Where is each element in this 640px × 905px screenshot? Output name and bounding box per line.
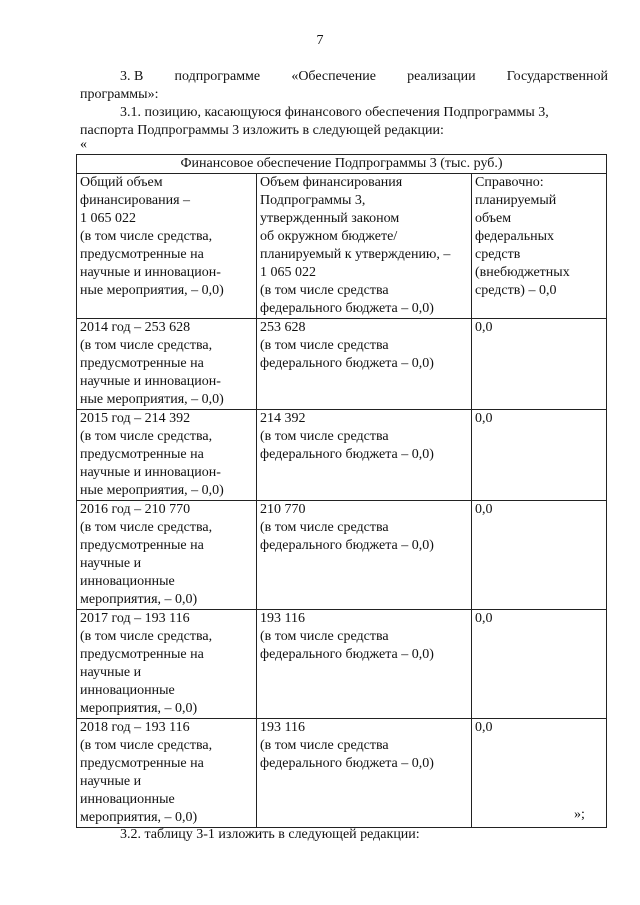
cell-line: научные и инновацион- xyxy=(80,374,221,389)
cell-line: федерального бюджета – 0,0) xyxy=(260,647,434,662)
cell-line: финансирования – xyxy=(80,193,191,208)
cell-line: средств) – 0,0 xyxy=(475,283,557,298)
cell-line: предусмотренные на xyxy=(80,247,204,262)
cell-line: 210 770 xyxy=(260,502,306,517)
cell-line: научные и xyxy=(80,556,142,571)
intro-word: 3. В xyxy=(120,69,144,84)
table-cell-col1 xyxy=(77,719,257,828)
table-cell-col3 xyxy=(472,410,607,501)
table-cell-col2 xyxy=(257,319,472,410)
item-3-1-line2: паспорта Подпрограммы 3 изложить в следующей редакции: xyxy=(80,123,444,138)
intro-word: подпрограмме xyxy=(174,69,261,84)
financing-table-wrapper xyxy=(76,154,606,828)
cell-line: (в том числе средства, xyxy=(80,738,213,753)
page-number: 7 xyxy=(316,33,324,48)
cell-line: объем xyxy=(475,211,512,226)
cell-line: 0,0 xyxy=(475,411,493,426)
table-header-row xyxy=(77,174,607,319)
cell-line: инновационные xyxy=(80,683,175,698)
item-3-1-paragraph xyxy=(80,104,608,140)
financing-table xyxy=(76,154,607,828)
cell-line: научные и инновацион- xyxy=(80,265,221,280)
cell-line: федерального бюджета – 0,0) xyxy=(260,356,434,371)
table-cell-col1 xyxy=(77,319,257,410)
cell-line: мероприятия, – 0,0) xyxy=(80,810,198,825)
cell-line: 2017 год – 193 116 xyxy=(80,611,190,626)
cell-line: ные мероприятия, – 0,0) xyxy=(80,483,224,498)
cell-line: предусмотренные на xyxy=(80,447,204,462)
cell-line: инновационные xyxy=(80,792,175,807)
cell-line: федерального бюджета – 0,0) xyxy=(260,756,434,771)
item-3-words xyxy=(80,68,608,86)
cell-line: 193 116 xyxy=(260,611,305,626)
cell-line: (в том числе средства, xyxy=(80,520,213,535)
cell-line: научные и xyxy=(80,665,142,680)
table-cell-col3 xyxy=(472,610,607,719)
cell-line: Подпрограммы 3, xyxy=(260,193,366,208)
item-3-2-paragraph: 3.2. таблицу 3-1 изложить в следующей редакции: xyxy=(120,827,420,842)
cell-line: предусмотренные на xyxy=(80,538,204,553)
cell-line: Общий объем xyxy=(80,175,163,190)
intro-word: «Обеспечение xyxy=(291,69,376,84)
table-cell-col3 xyxy=(472,319,607,410)
table-cell-col2 xyxy=(257,719,472,828)
table-row xyxy=(77,610,607,719)
cell-line: (в том числе средства xyxy=(260,738,389,753)
quote-open-mark: « xyxy=(80,137,87,152)
cell-line: федерального бюджета – 0,0) xyxy=(260,447,434,462)
cell-line: ные мероприятия, – 0,0) xyxy=(80,392,224,407)
cell-line: (в том числе средства, xyxy=(80,429,213,444)
cell-line: 2014 год – 253 628 xyxy=(80,320,191,335)
header-approved-cell xyxy=(257,174,472,319)
intro-word: реализации xyxy=(407,69,476,84)
cell-line: об окружном бюджете/ xyxy=(260,229,398,244)
cell-line: (в том числе средства xyxy=(260,520,389,535)
cell-line: (в том числе средства, xyxy=(80,629,213,644)
cell-line: мероприятия, – 0,0) xyxy=(80,701,198,716)
cell-line: научные и инновацион- xyxy=(80,465,221,480)
table-row xyxy=(77,410,607,501)
cell-line: 0,0 xyxy=(475,320,493,335)
table-cell-col1 xyxy=(77,610,257,719)
item-3-line1 xyxy=(80,68,608,86)
cell-line: Объем финансирования xyxy=(260,175,403,190)
table-cell-col2 xyxy=(257,501,472,610)
table-cell-col1 xyxy=(77,501,257,610)
header-total-cell xyxy=(77,174,257,319)
table-cell-col3 xyxy=(472,719,607,828)
cell-line: 1 065 022 xyxy=(80,211,136,226)
table-row xyxy=(77,319,607,410)
table-cell-col3 xyxy=(472,501,607,610)
table-cell-col2 xyxy=(257,410,472,501)
quote-close-mark: »; xyxy=(574,807,585,822)
cell-line: федерального бюджета – 0,0) xyxy=(260,538,434,553)
cell-line: 2015 год – 214 392 xyxy=(80,411,191,426)
cell-line: 253 628 xyxy=(260,320,306,335)
cell-line: утвержденный законом xyxy=(260,211,400,226)
cell-line: мероприятия, – 0,0) xyxy=(80,592,198,607)
table-body xyxy=(77,319,607,828)
cell-line: (в том числе средства xyxy=(260,429,389,444)
cell-line: планируемый к утверждению, – xyxy=(260,247,451,262)
cell-line: 2016 год – 210 770 xyxy=(80,502,191,517)
cell-line: Справочно: xyxy=(475,175,544,190)
cell-line: 0,0 xyxy=(475,611,493,626)
cell-line: (в том числе средства, xyxy=(80,229,213,244)
cell-line: федеральных xyxy=(475,229,555,244)
cell-line: (в том числе средства xyxy=(260,338,389,353)
cell-line: (внебюджетных xyxy=(475,265,570,280)
item-3-line2: программы»: xyxy=(80,87,159,102)
cell-line: (в том числе средства, xyxy=(80,338,213,353)
cell-line: инновационные xyxy=(80,574,175,589)
table-cell-col2 xyxy=(257,610,472,719)
table-title: Финансовое обеспечение Подпрограммы 3 (тыс. руб.) xyxy=(77,155,607,174)
cell-line: 2018 год – 193 116 xyxy=(80,720,190,735)
cell-line: научные и xyxy=(80,774,142,789)
cell-line: предусмотренные на xyxy=(80,756,204,771)
cell-line: средств xyxy=(475,247,521,262)
cell-line: предусмотренные на xyxy=(80,356,204,371)
table-row xyxy=(77,719,607,828)
table-row xyxy=(77,501,607,610)
item-3-1-line1: 3.1. позицию, касающуюся финансового обеспечения Подпрограммы 3, xyxy=(120,105,549,120)
cell-line: 0,0 xyxy=(475,720,493,735)
cell-line: планируемый xyxy=(475,193,557,208)
cell-line: 0,0 xyxy=(475,502,493,517)
header-reference-cell xyxy=(472,174,607,319)
table-cell-col1 xyxy=(77,410,257,501)
cell-line: предусмотренные на xyxy=(80,647,204,662)
cell-line: федерального бюджета – 0,0) xyxy=(260,301,434,316)
cell-line: ные мероприятия, – 0,0) xyxy=(80,283,224,298)
cell-line: 1 065 022 xyxy=(260,265,316,280)
cell-line: 214 392 xyxy=(260,411,306,426)
cell-line: 193 116 xyxy=(260,720,305,735)
intro-word: Государственной xyxy=(506,69,608,84)
cell-line: (в том числе средства xyxy=(260,629,389,644)
cell-line: (в том числе средства xyxy=(260,283,389,298)
